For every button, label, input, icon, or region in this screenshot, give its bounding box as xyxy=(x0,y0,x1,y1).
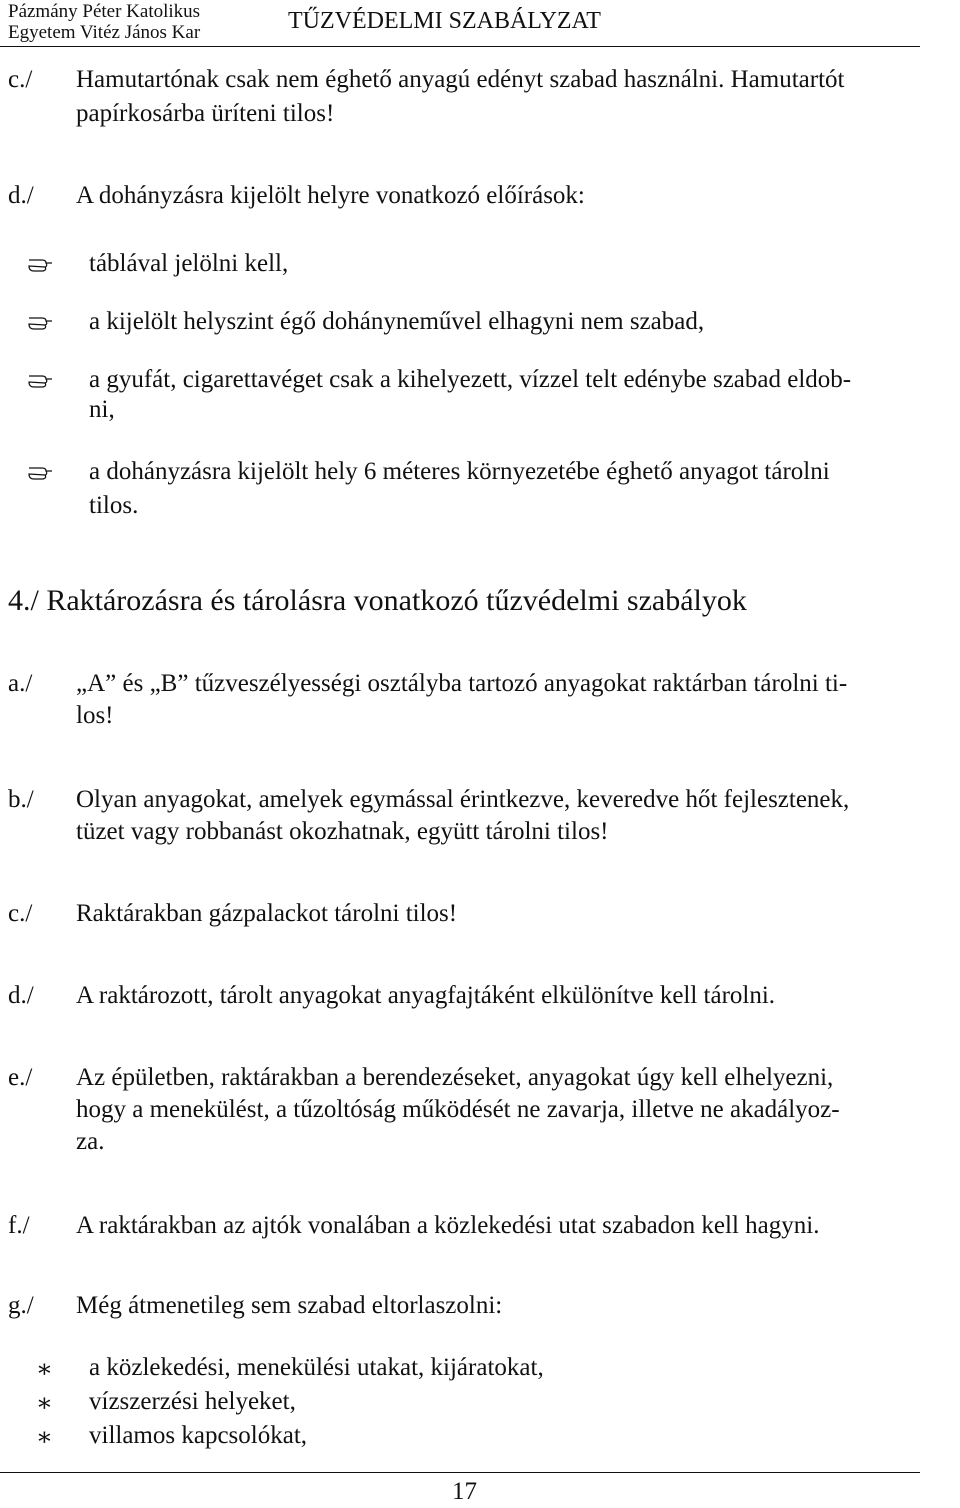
item-label-e: e./ xyxy=(8,1064,33,1091)
item-text-e-line2: hogy a menekülést, a tűzoltóság működését ne zavarja, illetve ne akadályoz- xyxy=(76,1096,840,1123)
asterisk-bullet-icon: ∗ xyxy=(36,1390,53,1417)
page-number: 17 xyxy=(452,1478,477,1505)
pointing-hand-icon xyxy=(28,370,54,390)
item-label-c: c./ xyxy=(8,900,33,927)
item-text-c-line1: Hamutartónak csak nem éghető anyagú edényt szabad használni. Hamutartót xyxy=(76,66,845,93)
bullet-text-1: táblával jelölni kell, xyxy=(89,250,289,277)
footer-rule xyxy=(0,1472,920,1473)
pointing-hand-icon xyxy=(28,312,54,332)
item-text-e-line3: za. xyxy=(76,1128,105,1155)
org-name-line1: Pázmány Péter Katolikus xyxy=(8,1,201,22)
item-label-f: f./ xyxy=(8,1212,30,1239)
pointing-hand-icon xyxy=(28,462,54,482)
item-text-b-line2: tüzet vagy robbanást okozhatnak, együtt tárolni tilos! xyxy=(76,818,609,845)
bullet-text-4-line1: a dohányzásra kijelölt hely 6 méteres környezetébe éghető anyagot tárolni xyxy=(89,458,830,485)
bullet-text-4-line2: tilos. xyxy=(89,492,139,519)
item-label-d: d./ xyxy=(8,182,34,209)
item-text-c-line2: papírkosárba üríteni tilos! xyxy=(76,100,335,127)
item-text-a-line2: los! xyxy=(76,702,114,729)
item-text-g: Még átmenetileg sem szabad eltorlaszolni: xyxy=(76,1292,503,1319)
item-label-a: a./ xyxy=(8,670,33,697)
item-label-d: d./ xyxy=(8,982,34,1009)
item-text-f: A raktárakban az ajtók vonalában a közlekedési utat szabadon kell hagyni. xyxy=(76,1212,820,1239)
asterisk-bullet-icon: ∗ xyxy=(36,1356,53,1383)
star-item-text-1: a közlekedési, menekülési utakat, kijáratokat, xyxy=(89,1354,544,1381)
item-text-e-line1: Az épületben, raktárakban a berendezéseket, anyagokat úgy kell elhelyezni, xyxy=(76,1064,834,1091)
bullet-text-3-line2: ni, xyxy=(89,396,115,423)
section-heading: 4./ Raktározásra és tárolásra vonatkozó tűzvédelmi szabályok xyxy=(8,584,747,617)
item-label-c: c./ xyxy=(8,66,33,93)
item-text-c: Raktárakban gázpalackot tárolni tilos! xyxy=(76,900,458,927)
org-name-line2: Egyetem Vitéz János Kar xyxy=(8,22,201,43)
item-label-g: g./ xyxy=(8,1292,34,1319)
document-title: TŰZVÉDELMI SZABÁLYZAT xyxy=(288,8,601,34)
item-text-a-line1: „A” és „B” tűzveszélyességi osztályba tartozó anyagokat raktárban tárolni ti- xyxy=(76,670,848,697)
header-rule xyxy=(0,46,920,47)
bullet-text-3-line1: a gyufát, cigarettavéget csak a kihelyezett, vízzel telt edénybe szabad eldob- xyxy=(89,366,852,393)
bullet-text-2: a kijelölt helyszint égő dohányneművel elhagyni nem szabad, xyxy=(89,308,705,335)
item-text-b-line1: Olyan anyagokat, amelyek egymással érintkezve, keveredve hőt fejlesztenek, xyxy=(76,786,850,813)
asterisk-bullet-icon: ∗ xyxy=(36,1424,53,1451)
item-text-d: A raktározott, tárolt anyagokat anyagfajtáként elkülönítve kell tárolni. xyxy=(76,982,776,1009)
pointing-hand-icon xyxy=(28,254,54,274)
item-text-d: A dohányzásra kijelölt helyre vonatkozó előírások: xyxy=(76,182,585,209)
star-item-text-3: villamos kapcsolókat, xyxy=(89,1422,308,1449)
star-item-text-2: vízszerzési helyeket, xyxy=(89,1388,296,1415)
item-label-b: b./ xyxy=(8,786,34,813)
